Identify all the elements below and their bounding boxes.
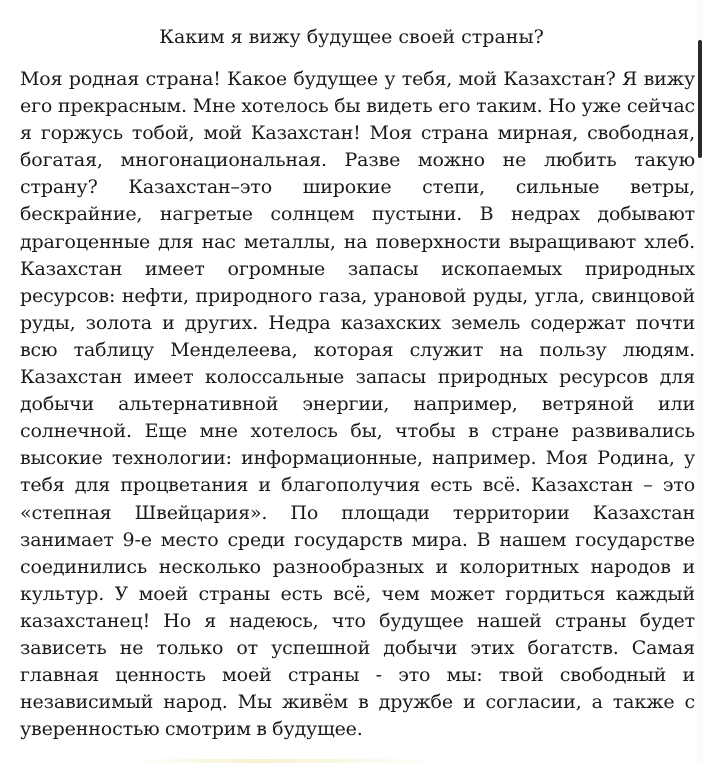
essay-text: Моя родная страна! Какое будущее у тебя, мой Казахстан? Я вижу его прекрасным. Мне хотелось бы видеть его таким. Но уже сейчас я горжусь тобой, мой Казахстан! Моя страна мирная, свободная, богатая, многонациональная. Разве можно не любить такую страну? Казахстан–это широкие степи, сильные ветры, бескрайние, нагретые солнцем пустыни. В недрах добывают драгоценные для нас металлы, на поверхности выращивают хлеб. Казахстан имеет огромные запасы ископаемых природных ресурсов: нефти, природного газа, урановой руды, угла, свинцовой руды, золота и других. Недра казахских земель содержат почти всю таблицу Менделеева, которая служит на пользу людям. Казахстан имеет колоссальные запасы природных ресурсов для добычи альтернативной энергии, например, ветряной или солнечной. Еще мне хотелось бы, чтобы в стране развивались высокие технологии: информационные, например. Моя Родина, у тебя для процветания и благополучия есть всё. Казахстан – это «степная Швейцария». По площади территории Казахстан занимает 9-е место среди государств мира. В нашем государстве соединились несколько разнообразных и колоритных народов и культур. У моей страны есть всё, чем может гордиться каждый казахстанец! Но я надеюсь, что будущее нашей страны будет зависеть не только от успешной добычи этих богатств. Самая главная ценность моей страны - это мы: твой свободный и независимый народ. Мы живём в дружбе и согласии, а также с уверенностью смотрим в будущее. xyxy=(20,68,695,741)
document-title: Каким я вижу будущее своей страны? xyxy=(159,26,544,48)
scrollbar-thumb[interactable] xyxy=(698,40,702,158)
vertical-scrollbar[interactable] xyxy=(697,0,703,763)
bottom-edge-decoration xyxy=(130,759,450,763)
